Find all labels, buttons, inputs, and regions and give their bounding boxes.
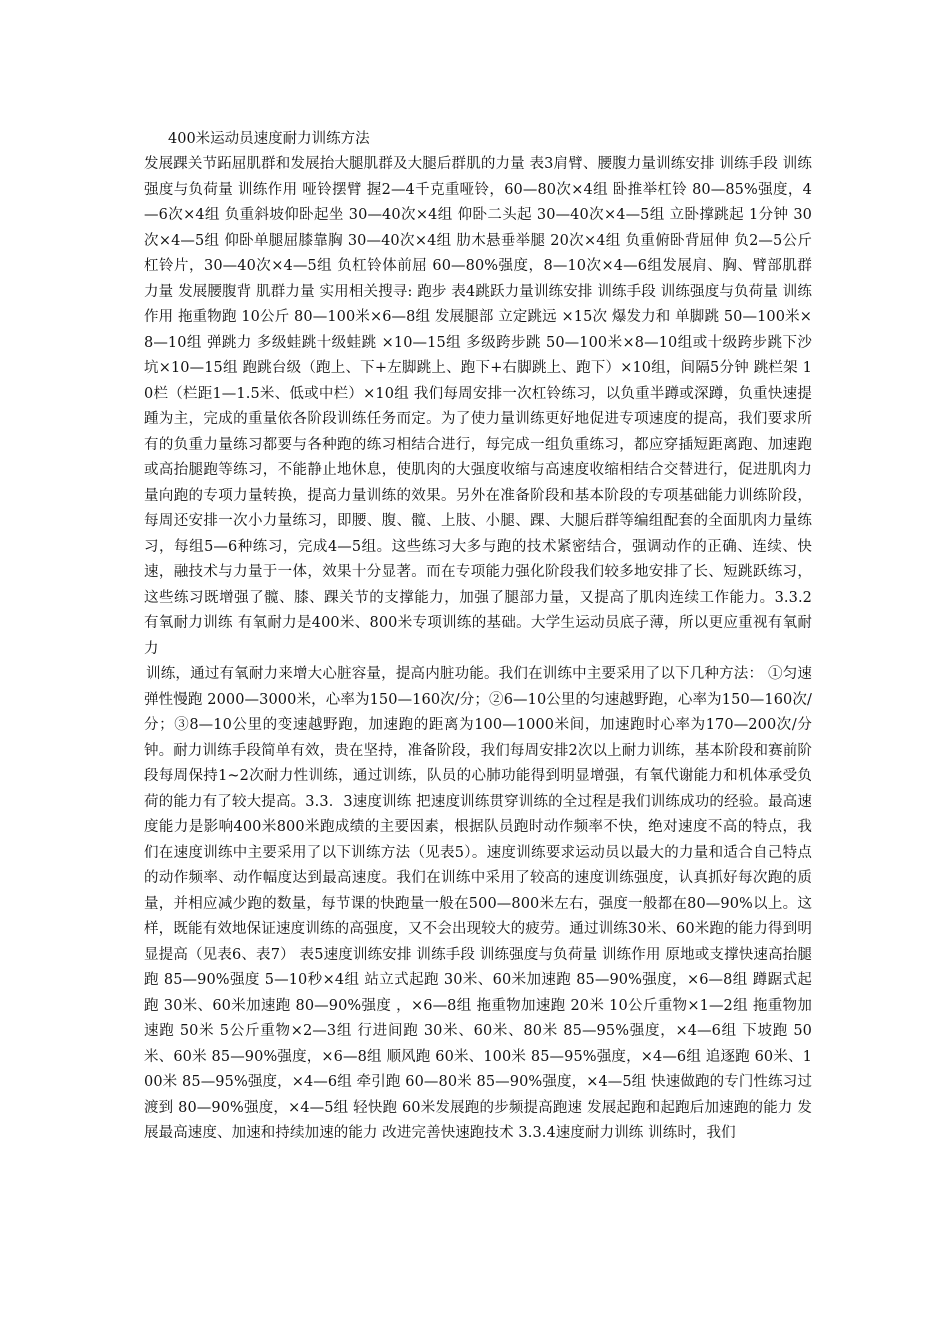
document-page — [144, 127, 812, 1147]
paragraph-strength-training: 发展踝关节跖屈肌群和发展抬大腿肌群及大腿后群肌的力量 表3肩臂、腰腹力量训练安排 训练手段 训练强度与负荷量 训练作用 哑铃摆臂 握2—4千克重哑铃，60—80次×4组 卧推举杠铃 80—85%强度，4—6次×4组 负重斜坡仰卧起坐 30—40次×4组 仰卧二头起 30—40次×4—5组 立卧撑跳起 1分钟 30次×4—5组 仰卧单腿屈膝靠胸 30—40次×4组 肋木悬垂举腿 20次×4组 负重俯卧背屈伸 负2—5公斤杠铃片，30—40次×4—5组 负杠铃体前屈 60—80%强度，8—10次×4—6组发展肩、胸、臂部肌群力量 发展腰腹背 肌群力量 实用相关搜寻: 跑步 表4跳跃力量训练安排 训练手段 训练强度与负荷量 训练作用 拖重物跑 10公斤 80—100米×6—8组 发展腿部 立定跳远 ×15次 爆发力和 单脚跳 50—100米×8—10组 弹跳力 多级蛙跳十级蛙跳 ×10—15组 多级跨步跳 50—100米×8—10组或十级跨步跳下沙坑×10—15组 跑跳台级（跑上、下+左脚跳上、跑下+右脚跳上、跑下）×10组，间隔5分钟 跳栏架 10栏（栏距1—1.5米、低或中栏）×10组 我们每周安排一次杠铃练习，以负重半蹲或深蹲，负重快速提踵为主，完成的重量依各阶段训练任务而定。为了使力量训练更好地促进专项速度的提高，我们要求所有的负重力量练习都要与各种跑的练习相结合进行，每完成一组负重练习，都应穿插短距离跑、加速跑或高抬腿跑等练习，不能静止地休息，使肌肉的大强度收缩与高速度收缩相结合交替进行，促进肌肉力量向跑的专项力量转换，提高力量训练的效果。另外在准备阶段和基本阶段的专项基础能力训练阶段，每周还安排一次小力量练习，即腰、腹、髋、上肢、小腿、踝、大腿后群等编组配套的全面肌肉力量练习，每组5—6种练习，完成4—5组。这些练习大多与跑的技术紧密结合，强调动作的正确、连续、快速，融技术与力量于一体，效果十分显著。而在专项能力强化阶段我们较多地安排了长、短跳跃练习，这些练习既增强了髋、膝、踝关节的支撑能力，加强了腿部力量，又提高了肌肉连续工作能力。3.3.2 有氧耐力训练 有氧耐力是400米、800米专项训练的基础。大学生运动员底子薄，所以更应重视有氧耐力 — [144, 156, 812, 657]
document-title: 400米运动员速度耐力训练方法 — [168, 131, 370, 147]
paragraph-endurance-speed-training: 训练，通过有氧耐力来增大心脏容量，提高内脏功能。我们在训练中主要采用了以下几种方法： ①匀速弹性慢跑 2000—3000米，心率为150—160次/分；②6—10公里的匀速越野跑，心率为150—160次/分；③8—10公里的变速越野跑，加速跑的距离为100—1000米间，加速跑时心率为170—200次/分钟。耐力训练手段简单有效，贵在坚持，准备阶段，我们每周安排2次以上耐力训练，基本阶段和赛前阶段每周保持1~2次耐力性训练，通过训练，队员的心肺功能得到明显增强，有氧代谢能力和机体承受负荷的能力有了较大提高。3.3．3速度训练 把速度训练贯穿训练的全过程是我们训练成功的经验。最高速度能力是影响400米800米跑成绩的主要因素，根据队员跑时动作频率不快，绝对速度不高的特点，我们在速度训练中主要采用了以下训练方法（见表5）。速度训练要求运动员以最大的力量和适合自己特点的动作频率、动作幅度达到最高速度。我们在训练中采用了较高的速度训练强度，认真抓好每次跑的质量，并相应减少跑的数量，每节课的快跑量一般在500—800米左右，强度一般都在80—90%以上。这样，既能有效地保证速度训练的高强度，又不会出现较大的疲劳。通过训练30米、60米跑的能力得到明显提高（见表6、表7） 表5速度训练安排 训练手段 训练强度与负荷量 训练作用 原地或支撑快速高抬腿跑 85—90%强度 5—10秒×4组 站立式起跑 30米、60米加速跑 85—90%强度，×6—8组 蹲踞式起跑 30米、60米加速跑 80—90%强度 ，×6—8组 拖重物加速跑 20米 10公斤重物×1—2组 拖重物加速跑 50米 5公斤重物×2—3组 行进间跑 30米、60米、80米 85—95%强度，×4—6组 下坡跑 50米、60米 85—90%强度，×6—8组 顺风跑 60米、100米 85—95%强度，×4—6组 追逐跑 60米、100米 85—95%强度，×4—6组 牵引跑 60—80米 85—90%强度，×4—5组 快速做跑的专门性练习过渡到 80—90%强度，×4—5组 轻快跑 60米发展跑的步频提高跑速 发展起跑和起跑后加速跑的能力 发展最高速度、加速和持续加速的能力 改进完善快速跑技术 3.3.4速度耐力训练 训练时，我们 — [144, 666, 812, 1141]
